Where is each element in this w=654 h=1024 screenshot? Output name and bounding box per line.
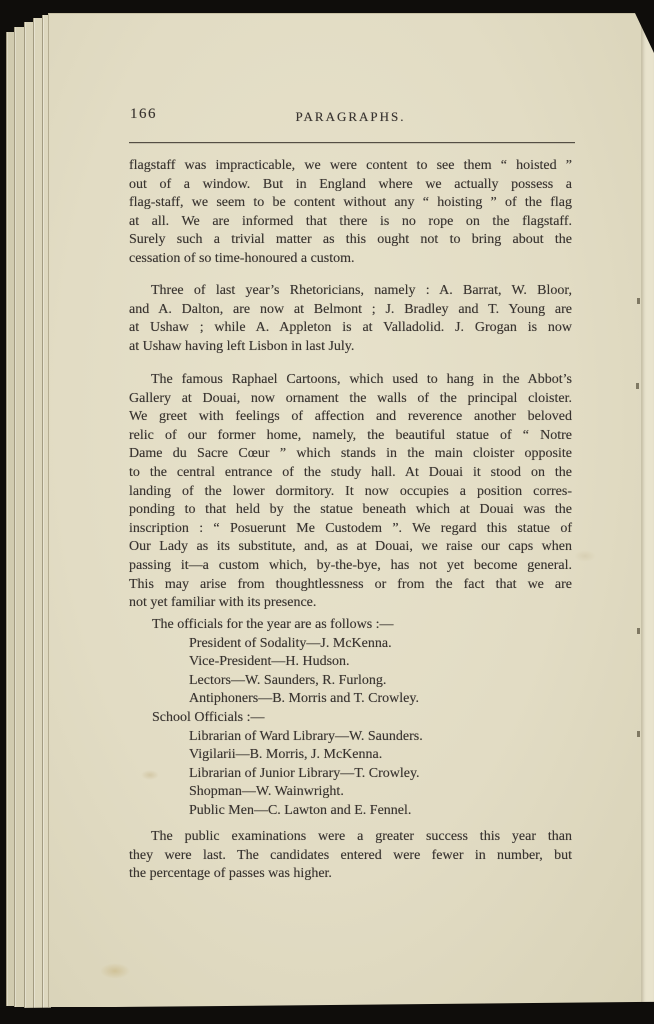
text-line: Three of last year’s Rhetoricians, namely : A. Barrat, W. Bloor, (151, 283, 572, 298)
paper-stain (574, 550, 596, 562)
list-item: Public Men—C. Lawton and E. Fennel. (189, 802, 412, 818)
list-item: Vice-President—H. Hudson. (189, 654, 350, 670)
header-rule (129, 142, 575, 143)
next-page-edge (641, 20, 654, 1004)
text-line: inscription : “ Posuerunt Me Custodem ”. We regard this statue of (129, 520, 572, 536)
text-line: We greet with feelings of affection and reverence another beloved (129, 409, 572, 425)
text-line: Surely such a trivial matter as this ought not to bring about the (129, 232, 572, 248)
text-line: to the central entrance of the study hall. At Douai it stood on the (129, 464, 572, 480)
text-line: the percentage of passes was higher. (129, 866, 332, 882)
text-line: Dame du Sacre Cœur ” which stands in the main cloister opposite (129, 446, 572, 462)
text-line: and A. Dalton, are now at Belmont ; J. Bradley and T. Young are (129, 301, 572, 317)
gutter-mark (637, 628, 640, 634)
list-item: Shopman—W. Wainwright. (189, 784, 344, 800)
list-item: Vigilarii—B. Morris, J. McKenna. (189, 747, 383, 763)
text-line: they were last. The candidates entered were fewer in number, but (129, 847, 572, 863)
paragraph-raphael-cartoons (129, 371, 572, 613)
gutter-mark (636, 383, 639, 389)
text-line: Gallery at Douai, now ornament the walls of the principal cloister. (129, 390, 572, 406)
text-line: at Ushaw having left Lisbon in last July. (129, 338, 355, 354)
list-item: Librarian of Junior Library—T. Crowley. (189, 765, 420, 781)
text-line: passing it—a custom which, by-the-bye, has not yet become general. (129, 557, 572, 573)
officials-list (129, 616, 572, 821)
list-item: Librarian of Ward Library—W. Saunders. (189, 728, 423, 744)
text-line: relic of our former home, namely, the beautiful statue of “ Notre (129, 427, 572, 443)
text-line: not yet familiar with its presence. (129, 595, 317, 611)
text-line: flagstaff was impracticable, we were content to see them “ hoisted ” (129, 158, 572, 173)
text-line: flag-staff, we seem to be content without any “ hoisting ” of the flag (129, 195, 572, 211)
list-item: Antiphoners—B. Morris and T. Crowley. (189, 691, 419, 707)
book-page (48, 13, 642, 1007)
text-line: landing of the lower dormitory. It now occupies a position corres- (129, 483, 572, 499)
text-line: at Ushaw ; while A. Appleton is at Valladolid. J. Grogan is now (129, 320, 572, 336)
text-line: out of a window. But in England where we actually possess a (129, 176, 572, 192)
gutter-mark (637, 731, 640, 737)
list-item: President of Sodality—J. McKenna. (189, 635, 392, 651)
text-line: ponding to that held by the statue beneath which at Douai was the (129, 502, 572, 518)
page-header (129, 106, 572, 128)
text-line: This may arise from thoughtlessness or from the fact that we are (129, 576, 572, 592)
text-line: at all. We are informed that there is no rope on the flagstaff. (129, 213, 572, 229)
text-line: cessation of so time-honoured a custom. (129, 250, 355, 266)
list-heading: School Officials :— (152, 709, 265, 725)
list-item: Lectors—W. Saunders, R. Furlong. (189, 672, 387, 688)
text-line: The public examinations were a greater success this year than (151, 829, 572, 844)
paragraph-rhetoricians (129, 282, 572, 356)
paragraph-flagstaff (129, 157, 572, 269)
running-title: PARAGRAPHS. (295, 108, 406, 124)
gutter-mark (637, 298, 640, 304)
text-line: Our Lady as its substitute, and, as at Douai, we raise our caps when (129, 539, 572, 555)
page-number: 166 (130, 106, 157, 122)
text-line: The famous Raphael Cartoons, which used to hang in the Abbot’s (151, 372, 572, 387)
paragraph-examinations (129, 828, 572, 884)
list-heading: The officials for the year are as follows :— (152, 617, 394, 632)
